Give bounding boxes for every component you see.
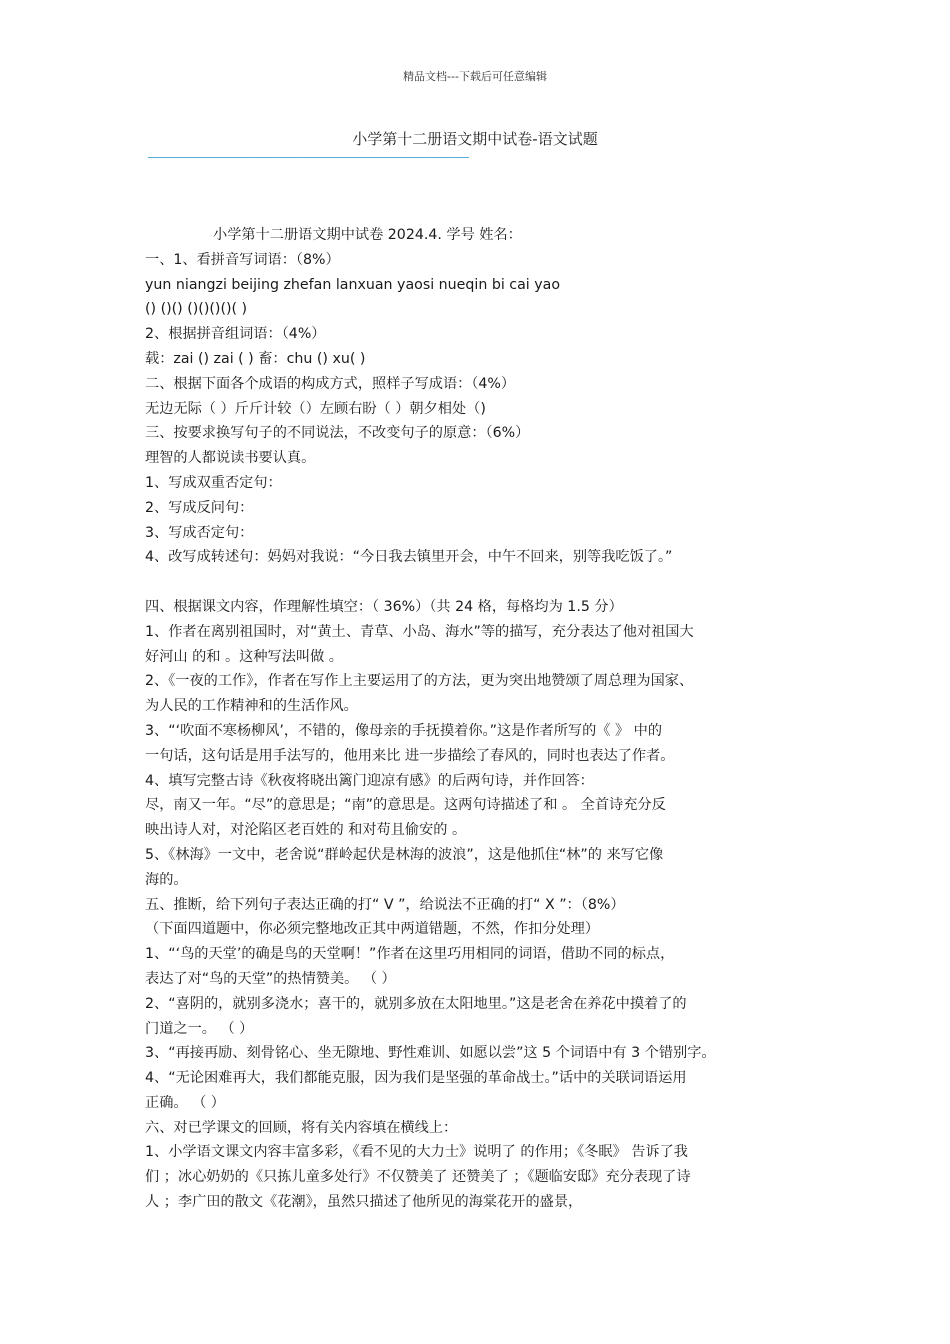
text-line: 载：zai () zai ( ) 畜：chu () xu( ): [145, 350, 366, 367]
question-line: 3、“‘吹面不寒杨柳风’，不错的，像母亲的手抚摸着你。”这是作者所写的《 》 中的: [145, 722, 663, 739]
text-line: yun niangzi beijing zhefan lanxuan yaosi nueqin bi cai yao: [145, 276, 560, 293]
text-line: 正确。 （ ）: [145, 1094, 225, 1111]
title-divider: —————————————————————————————————————————: [148, 150, 469, 165]
text-line: 海的。: [145, 871, 188, 888]
blank-line: [145, 570, 817, 595]
text-line: 表达了对“鸟的天堂”的热情赞美。 （ ）: [145, 970, 396, 987]
section-heading: 二、根据下面各个成语的构成方式，照样子写成语：（4%）: [145, 375, 516, 392]
question-line: 4、“无论困难再大，我们都能克服，因为我们是坚强的革命战士。”话中的关联词语运用: [145, 1070, 687, 1087]
question-line: 3、“再接再励、刻骨铭心、坐无隙地、野性难训、如愿以尝”这 5 个词语中有 3 个错别字。: [145, 1045, 716, 1062]
question-line: 1、小学语文课文内容丰富多彩，《看不见的大力士》说明了 的作用；《冬眠》 告诉了我: [145, 1144, 688, 1161]
question-line: 5、《林海》一文中，老舍说“群岭起伏是林海的波浪”，这是他抓住“林”的 来写它像: [145, 846, 664, 863]
section-heading: 三、按要求换写句子的不同说法，不改变句子的原意：（6%）: [145, 425, 530, 442]
text-line: 门道之一。 （ ）: [145, 1020, 254, 1037]
question-line: 1、写成双重否定句：: [145, 474, 282, 491]
section-heading: 一、1、看拼音写词语：（8%）: [145, 251, 340, 268]
question-line: 3、写成否定句：: [145, 524, 254, 541]
question-line: 2、“喜阴的，就别多浇水；喜干的，就别多放在太阳地里。”这是老舍在养花中摸着了的: [145, 995, 687, 1012]
text-line: 们 ；冰心奶奶的《只拣儿童多处行》不仅赞美了 还赞美了 ；《题临安邸》充分表现了诗: [145, 1169, 691, 1186]
question-line: 4、改写成转述句：妈妈对我说：“今日我去镇里开会，中午不回来，别等我吃饭了。”: [145, 549, 673, 566]
exam-heading: 小学第十二册语文期中试卷 2024.4. 学号 姓名：: [213, 227, 522, 243]
section-heading: 六、对已学课文的回顾，将有关内容填在横线上：: [145, 1119, 458, 1136]
text-line: 无边无际（ ）斤斤计较（）左顾右盼（ ）朝夕相处（): [145, 400, 486, 417]
question-line: 2、根据拼音组词语：（4%）: [145, 326, 326, 343]
text-line: 人 ；李广田的散文《花潮》，虽然只描述了他所见的海棠花开的盛景，: [145, 1194, 583, 1211]
header-note: 精品文档---下载后可任意编辑: [403, 70, 547, 83]
text-line: 映出诗人对，对沦陷区老百姓的 和对苟且偷安的 。: [145, 822, 467, 839]
text-line: （下面四道题中，你必须完整地改正其中两道错题，不然，作扣分处理）: [145, 921, 600, 938]
question-line: 1、作者在离别祖国时，对“黄土、青草、小岛、海水”等的描写，充分表达了他对祖国大: [145, 623, 694, 640]
section-heading: 五、推断，给下列句子表达正确的打“ V ”，给说法不正确的打“ X ”：（8%）: [145, 896, 625, 913]
document-title: 小学第十二册语文期中试卷-语文试题: [352, 130, 598, 148]
text-line: 好河山 的和 。这种写法叫做 。: [145, 648, 343, 665]
question-line: 1、“‘鸟的天堂’的确是鸟的天堂啊！”作者在这里巧用相同的词语，借助不同的标点，: [145, 946, 675, 963]
text-line: 理智的人都说读书要认真。: [145, 450, 316, 467]
text-line: 尽，南又一年。“尽”的意思是；“南”的意思是。这两句诗描述了和 。 全首诗充分反: [145, 797, 666, 814]
question-line: 2、写成反问句：: [145, 499, 254, 516]
document-body: [145, 223, 817, 1215]
text-line: 一句话，这句话是用手法写的，他用来比 进一步描绘了春风的，同时也表达了作者。: [145, 747, 675, 764]
question-line: 2、《一夜的工作》，作者在写作上主要运用了的方法，更为突出地赞颂了周总理为国家、: [145, 673, 694, 690]
section-heading: 四、根据课文内容，作理解性填空：（ 36%）（共 24 格，每格均为 1.5 分）: [145, 598, 623, 615]
text-line: 为人民的工作精神和的生活作风。: [145, 698, 358, 715]
question-line: 4、填写完整古诗《秋夜将晓出篱门迎凉有感》的后两句诗，并作回答：: [145, 772, 594, 789]
text-line: () ()() ()()()()( ): [145, 301, 248, 318]
